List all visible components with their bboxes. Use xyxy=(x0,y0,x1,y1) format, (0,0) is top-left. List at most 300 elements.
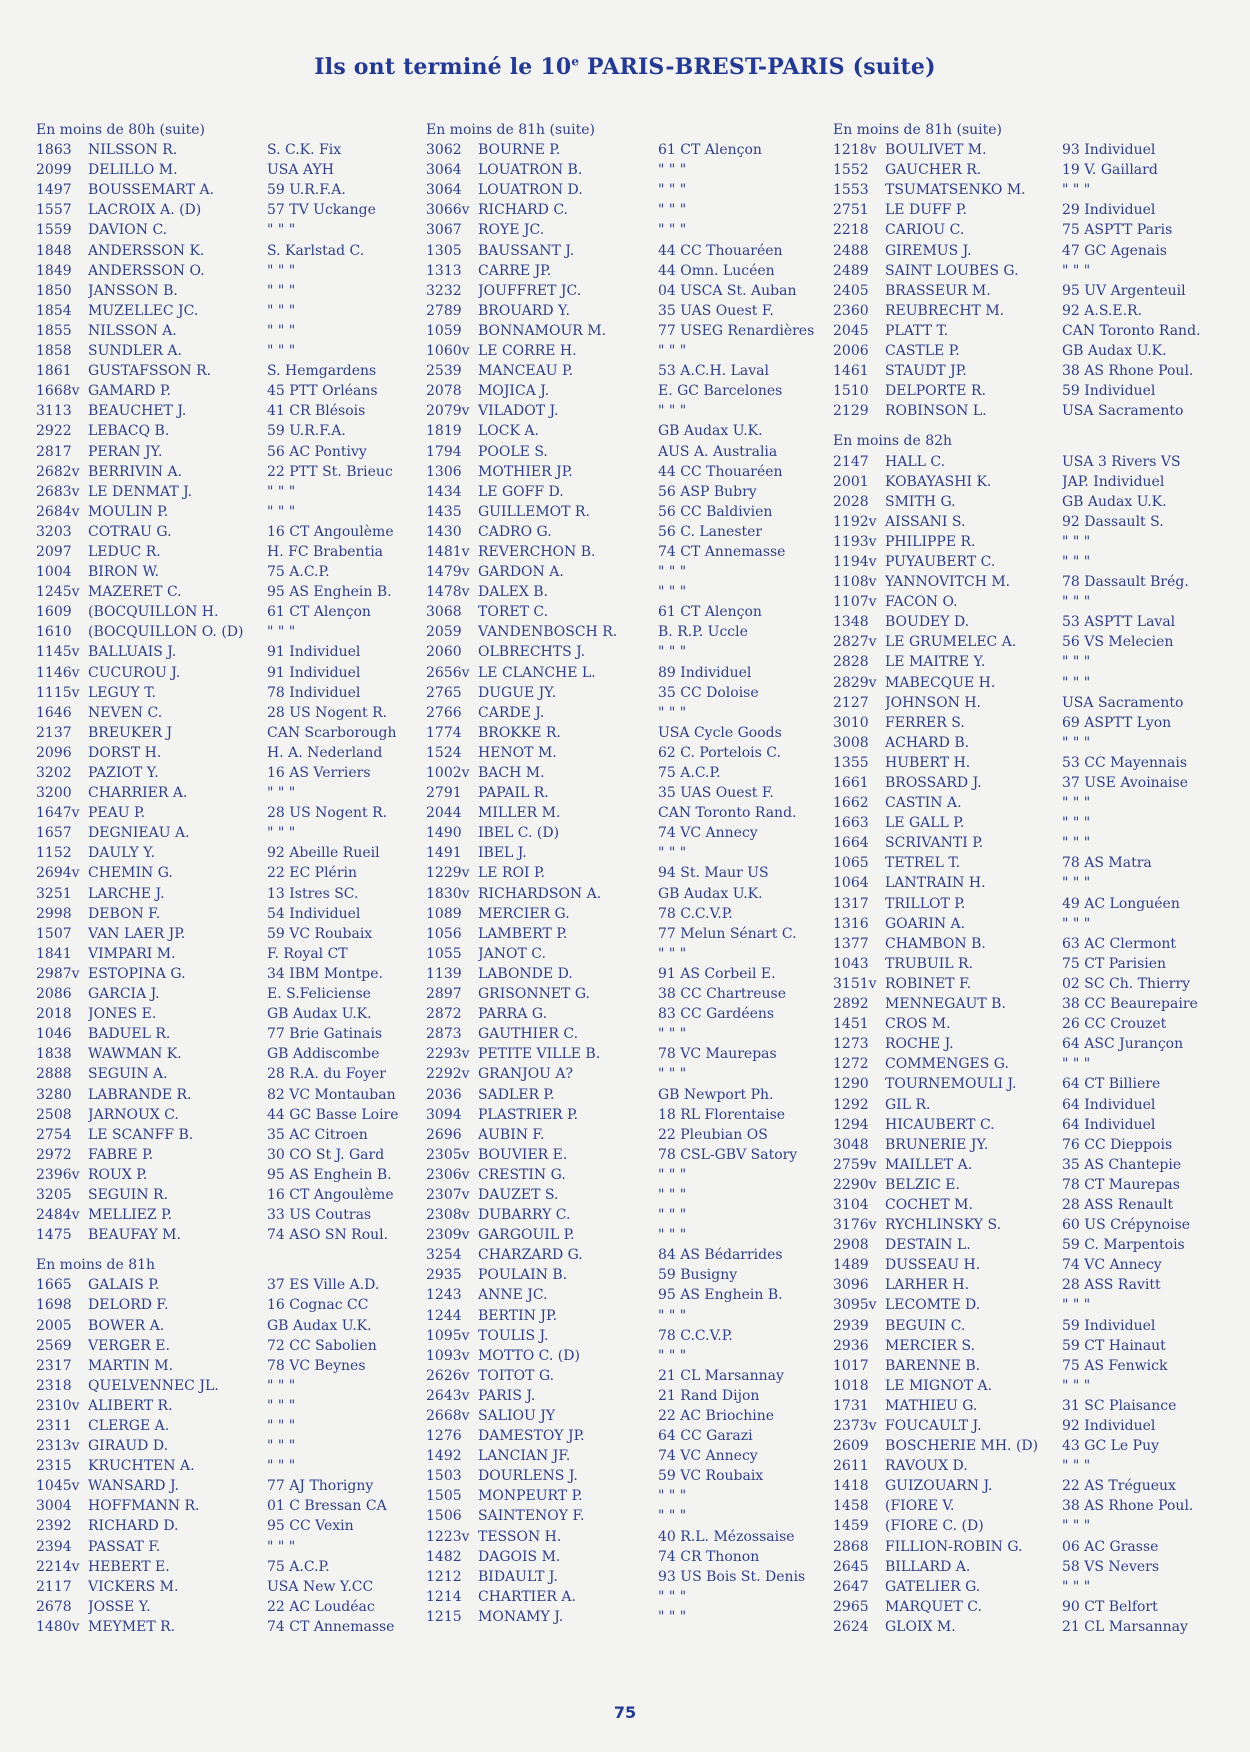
result-row xyxy=(426,783,836,803)
result-row xyxy=(36,522,417,542)
rider-name: LE ROI P. xyxy=(478,865,545,882)
result-row xyxy=(426,984,836,1004)
result-row xyxy=(426,1567,836,1587)
club-name: " " " xyxy=(658,945,687,962)
rider-name: MOTTO C. (D) xyxy=(478,1347,580,1364)
club-name: 74 VC Annecy xyxy=(1062,1257,1162,1274)
result-row xyxy=(426,1044,836,1064)
result-row xyxy=(833,1095,1227,1115)
bib-number: 2309v xyxy=(426,1227,470,1244)
bib-number: 2360 xyxy=(833,302,869,319)
club-name: " " " xyxy=(1062,553,1091,570)
result-row xyxy=(426,401,836,421)
result-row xyxy=(426,1486,836,1506)
bib-number: 1557 xyxy=(36,202,72,219)
club-name: 78 CSL-GBV Satory xyxy=(658,1146,798,1163)
rider-name: STAUDT JP. xyxy=(885,363,967,380)
rider-name: MILLER M. xyxy=(478,805,561,822)
result-row xyxy=(426,1145,836,1165)
rider-name: HENOT M. xyxy=(478,744,557,761)
rider-name: LE MIGNOT A. xyxy=(885,1377,993,1394)
club-name: 47 GC Agenais xyxy=(1062,242,1167,259)
bib-number: 1665 xyxy=(36,1277,72,1294)
bib-number: 2643v xyxy=(426,1387,470,1404)
club-name: 19 V. Gaillard xyxy=(1062,162,1158,179)
result-row xyxy=(833,894,1227,914)
bib-number: 2694v xyxy=(36,865,80,882)
club-name: 35 UAS Ouest F. xyxy=(658,302,774,319)
bib-number: 2099 xyxy=(36,162,72,179)
result-row xyxy=(833,1295,1227,1315)
rider-name: DELILLO M. xyxy=(88,162,178,179)
bib-number: 2569 xyxy=(36,1337,72,1354)
result-row xyxy=(426,1024,836,1044)
result-row xyxy=(426,1547,836,1567)
bib-number: 3095v xyxy=(833,1297,877,1314)
result-row xyxy=(833,693,1227,713)
rider-name: JOSSE Y. xyxy=(88,1598,151,1615)
result-row xyxy=(833,974,1227,994)
club-name: E. GC Barcelones xyxy=(658,383,783,400)
club-name: 49 AC Longuéen xyxy=(1062,895,1180,912)
bib-number: 2645 xyxy=(833,1558,869,1575)
result-row xyxy=(36,1356,417,1376)
rider-name: GRANJOU A? xyxy=(478,1066,574,1083)
club-name: 59 Individuel xyxy=(1062,1317,1156,1334)
result-row xyxy=(36,200,417,220)
rider-name: TRUBUIL R. xyxy=(885,955,974,972)
club-name: 74 CR Thonon xyxy=(658,1548,760,1565)
bib-number: 2305v xyxy=(426,1146,470,1163)
result-row xyxy=(36,1295,417,1315)
club-name: 44 CC Thouaréen xyxy=(658,463,783,480)
result-row xyxy=(833,1496,1227,1516)
rider-name: VICKERS M. xyxy=(88,1578,179,1595)
bib-number: 1317 xyxy=(833,895,869,912)
club-name: 16 CT Angoulème xyxy=(267,523,394,540)
rider-name: DORST H. xyxy=(88,744,162,761)
bib-number: 2872 xyxy=(426,1006,462,1023)
bib-number: 1313 xyxy=(426,262,462,279)
result-row xyxy=(426,462,836,482)
result-row xyxy=(36,1185,417,1205)
bib-number: 2765 xyxy=(426,684,462,701)
bib-number: 2036 xyxy=(426,1086,462,1103)
result-row xyxy=(36,180,417,200)
result-row xyxy=(426,301,836,321)
rider-name: SAINTENOY F. xyxy=(478,1508,585,1525)
club-name: S. Karlstad C. xyxy=(267,242,365,259)
rider-name: MAILLET A. xyxy=(885,1156,973,1173)
rider-name: DAVION C. xyxy=(88,222,168,239)
bib-number: 2668v xyxy=(426,1408,470,1424)
result-row xyxy=(426,1326,836,1346)
bib-number: 1794 xyxy=(426,443,462,460)
bib-number: 1348 xyxy=(833,614,869,631)
rider-name: MANCEAU P. xyxy=(478,363,574,380)
result-row xyxy=(426,220,836,240)
club-name: 43 GC Le Puy xyxy=(1062,1438,1159,1455)
bib-number: 1863 xyxy=(36,142,72,159)
club-name: 75 AS Fenwick xyxy=(1062,1357,1168,1374)
result-row xyxy=(833,994,1227,1014)
bib-number: 1194v xyxy=(833,553,877,570)
result-row xyxy=(36,582,417,602)
bib-number: 2684v xyxy=(36,503,80,520)
club-name: 59 VC Roubaix xyxy=(658,1468,764,1485)
result-row xyxy=(426,502,836,522)
bib-number: 2137 xyxy=(36,724,72,741)
club-name: 59 Busigny xyxy=(658,1267,738,1284)
rider-name: PERAN JY. xyxy=(88,443,163,460)
result-row xyxy=(36,1376,417,1396)
rider-name: MOJICA J. xyxy=(478,383,550,400)
club-name: 26 CC Crouzet xyxy=(1062,1016,1167,1033)
club-name: 93 US Bois St. Denis xyxy=(658,1568,806,1585)
result-row xyxy=(426,763,836,783)
result-row xyxy=(36,562,417,582)
result-row xyxy=(833,301,1227,321)
club-name: 16 CT Angoulème xyxy=(267,1186,394,1203)
bib-number: 1774 xyxy=(426,724,462,741)
club-name: " " " xyxy=(1062,835,1091,852)
club-name: 59 U.R.F.A. xyxy=(267,423,346,440)
result-row xyxy=(36,863,417,883)
result-row xyxy=(36,1336,417,1356)
club-name: 38 AS Rhone Poul. xyxy=(1062,363,1194,380)
club-name: 75 ASPTT Paris xyxy=(1062,222,1173,239)
result-row xyxy=(426,421,836,441)
rider-name: FOUCAULT J. xyxy=(885,1418,982,1434)
rider-name: WAWMAN K. xyxy=(88,1046,182,1063)
club-name: USA Sacramento xyxy=(1062,403,1184,420)
rider-name: ESTOPINA G. xyxy=(88,965,186,982)
club-name: " " " xyxy=(658,1508,687,1525)
result-row xyxy=(833,1557,1227,1577)
club-name: " " " xyxy=(267,282,296,299)
result-row xyxy=(36,421,417,441)
rider-name: HALL C. xyxy=(885,453,946,470)
club-name: 77 USEG Renardières xyxy=(658,322,815,339)
club-name: 84 AS Bédarrides xyxy=(658,1247,783,1264)
result-row xyxy=(426,1406,836,1426)
rider-name: DALEX B. xyxy=(478,584,549,601)
club-name: USA New Y.CC xyxy=(267,1578,374,1595)
club-name: 78 Dassault Brég. xyxy=(1062,574,1189,591)
club-name: 38 AS Rhone Poul. xyxy=(1062,1498,1194,1515)
bib-number: 2626v xyxy=(426,1367,470,1384)
result-row xyxy=(426,160,836,180)
result-row xyxy=(426,562,836,582)
rider-name: KRUCHTEN A. xyxy=(88,1458,195,1475)
result-row xyxy=(833,773,1227,793)
bib-number: 1418 xyxy=(833,1478,869,1495)
bib-number: 1243 xyxy=(426,1287,462,1304)
club-name: " " " xyxy=(658,704,687,721)
result-row xyxy=(833,1074,1227,1094)
club-name: 75 A.C.P. xyxy=(658,765,721,781)
bib-number: 2939 xyxy=(833,1317,869,1334)
club-name: 44 CC Thouaréen xyxy=(658,242,783,259)
result-row xyxy=(36,321,417,341)
bib-number: 1215 xyxy=(426,1608,462,1625)
rider-name: PLATT T. xyxy=(885,322,949,339)
club-name: 35 AC Citroen xyxy=(267,1126,368,1143)
club-name: " " " xyxy=(1062,594,1091,611)
bib-number: 2489 xyxy=(833,262,869,279)
club-name: S. C.K. Fix xyxy=(267,142,342,159)
bib-number: 1316 xyxy=(833,915,869,932)
club-name: 28 ASS Renault xyxy=(1062,1196,1174,1213)
bib-number: 3094 xyxy=(426,1106,462,1123)
result-row xyxy=(426,180,836,200)
bib-number: 1609 xyxy=(36,604,72,621)
club-name: " " " xyxy=(267,322,296,339)
club-name: 78 AS Matra xyxy=(1062,855,1152,872)
bib-number: 1552 xyxy=(833,162,869,179)
rider-name: POOLE S. xyxy=(478,443,548,460)
section-header: En moins de 81h xyxy=(36,1257,156,1274)
rider-name: SEGUIN A. xyxy=(88,1066,168,1083)
club-name: " " " xyxy=(1062,915,1091,932)
result-row xyxy=(36,642,417,662)
result-row xyxy=(426,743,836,763)
result-row xyxy=(833,632,1227,652)
result-row xyxy=(833,1516,1227,1536)
bib-number: 2147 xyxy=(833,453,869,470)
club-name: 64 Individuel xyxy=(1062,1116,1156,1133)
result-row xyxy=(833,1014,1227,1034)
rider-name: AUBIN F. xyxy=(478,1126,545,1143)
result-row xyxy=(833,713,1227,733)
bib-number: 2086 xyxy=(36,986,72,1003)
bib-number: 2908 xyxy=(833,1237,869,1254)
rider-name: GATELIER G. xyxy=(885,1578,981,1595)
rider-name: RICHARDSON A. xyxy=(478,885,602,902)
rider-name: DEGNIEAU A. xyxy=(88,825,190,842)
result-row xyxy=(36,1577,417,1597)
club-name: 53 CC Mayennais xyxy=(1062,754,1188,771)
bib-number: 2018 xyxy=(36,1006,72,1023)
result-row xyxy=(426,924,836,944)
rider-name: BIRON W. xyxy=(88,564,159,581)
rider-name: PETITE VILLE B. xyxy=(478,1046,601,1063)
result-row xyxy=(833,1195,1227,1215)
bib-number: 1095v xyxy=(426,1327,470,1344)
section-gap xyxy=(833,421,1227,431)
rider-name: FERRER S. xyxy=(885,714,965,731)
club-name: 92 Dassault S. xyxy=(1062,513,1164,530)
club-name: " " " xyxy=(267,1377,296,1394)
result-row xyxy=(833,1476,1227,1496)
club-name: 04 USCA St. Auban xyxy=(658,282,797,299)
rider-name: PARRA G. xyxy=(478,1006,548,1023)
result-row xyxy=(36,884,417,904)
rider-name: DAULY Y. xyxy=(88,845,156,862)
bib-number: 3232 xyxy=(426,282,462,299)
rider-name: BONNAMOUR M. xyxy=(478,322,607,339)
rider-name: VAN LAER JP. xyxy=(88,925,186,942)
rider-name: BROUARD Y. xyxy=(478,302,570,319)
rider-name: COCHET M. xyxy=(885,1196,973,1213)
rider-name: OLBRECHTS J. xyxy=(478,644,586,661)
result-row xyxy=(36,1275,417,1295)
rider-name: GIL R. xyxy=(885,1096,931,1113)
bib-number: 1377 xyxy=(833,935,869,952)
result-row xyxy=(426,843,836,863)
rider-name: SUNDLER A. xyxy=(88,343,182,360)
rider-name: GRISONNET G. xyxy=(478,986,590,1003)
club-name: " " " xyxy=(1062,1458,1091,1475)
club-name: 56 VS Melecien xyxy=(1062,634,1174,651)
bib-number: 3096 xyxy=(833,1277,869,1294)
club-name: 22 PTT St. Brieuc xyxy=(267,463,393,480)
club-name: " " " xyxy=(658,1588,687,1605)
club-name: F. Royal CT xyxy=(267,945,348,962)
bib-number: 2656v xyxy=(426,664,470,681)
rider-name: GARGOUIL P. xyxy=(478,1227,575,1244)
result-row xyxy=(833,1054,1227,1074)
result-row xyxy=(36,743,417,763)
club-name: 29 Individuel xyxy=(1062,202,1156,219)
club-name: 53 A.C.H. Laval xyxy=(658,363,769,380)
club-name: 56 C. Lanester xyxy=(658,523,763,540)
rider-name: MONPEURT P. xyxy=(478,1488,583,1505)
result-row xyxy=(833,1135,1227,1155)
result-row xyxy=(36,1617,417,1637)
rider-name: PLASTRIER P. xyxy=(478,1106,579,1123)
bib-number: 2127 xyxy=(833,694,869,711)
club-name: 40 R.L. Mézossaise xyxy=(658,1528,795,1545)
club-name: 64 CC Garazi xyxy=(658,1428,753,1445)
bib-number: 1661 xyxy=(833,775,869,791)
rider-name: REVERCHON B. xyxy=(478,543,596,560)
bib-number: 2117 xyxy=(36,1578,72,1595)
rider-name: DELORD F. xyxy=(88,1297,169,1314)
rider-name: ANDERSSON K. xyxy=(88,242,205,259)
result-row xyxy=(833,492,1227,512)
club-name: " " " xyxy=(658,343,687,360)
rider-name: PASSAT F. xyxy=(88,1538,161,1555)
bib-number: 2313v xyxy=(36,1438,80,1455)
club-name: 75 A.C.P. xyxy=(267,564,330,581)
result-row xyxy=(36,803,417,823)
rider-name: LARHER H. xyxy=(885,1277,970,1294)
rider-name: SALIOU JY xyxy=(478,1408,556,1424)
club-name: 59 U.R.F.A. xyxy=(267,182,346,199)
rider-name: BARENNE B. xyxy=(885,1357,981,1374)
club-name: 64 ASC Jurançon xyxy=(1062,1036,1184,1053)
rider-name: BACH M. xyxy=(478,765,545,781)
club-name: " " " xyxy=(1062,654,1091,671)
rider-name: BOWER A. xyxy=(88,1317,165,1334)
club-name: 21 CL Marsannay xyxy=(658,1367,784,1384)
club-name: 41 CR Blésois xyxy=(267,403,366,420)
rider-name: BRUNERIE JY. xyxy=(885,1136,989,1153)
bib-number: 2868 xyxy=(833,1538,869,1555)
club-name: 74 ASO SN Roul. xyxy=(267,1227,389,1244)
club-name: GB Addiscombe xyxy=(267,1046,380,1063)
bib-number: 1506 xyxy=(426,1508,462,1525)
bib-number: 2611 xyxy=(833,1458,869,1475)
club-name: 78 C.C.V.P. xyxy=(658,1327,733,1344)
club-name: " " " xyxy=(267,785,296,802)
result-row xyxy=(833,261,1227,281)
bib-number: 1276 xyxy=(426,1428,462,1445)
bib-number: 2936 xyxy=(833,1337,869,1354)
bib-number: 1018 xyxy=(833,1377,869,1394)
bib-number: 2006 xyxy=(833,343,869,360)
bib-number: 1305 xyxy=(426,242,462,259)
rider-name: GOARIN A. xyxy=(885,915,966,932)
result-row xyxy=(833,1115,1227,1135)
rider-name: DUBARRY C. xyxy=(478,1207,571,1224)
club-name: " " " xyxy=(658,202,687,219)
bib-number: 1475 xyxy=(36,1227,72,1244)
club-name: " " " xyxy=(658,1166,687,1183)
club-name: 93 Individuel xyxy=(1062,142,1156,159)
bib-number: 2696 xyxy=(426,1126,462,1143)
rider-name: HUBERT H. xyxy=(885,754,971,771)
result-row xyxy=(36,763,417,783)
rider-name: BOUDEY D. xyxy=(885,614,970,631)
result-row xyxy=(426,723,836,743)
result-row xyxy=(426,1125,836,1145)
rider-name: (FIORE V. xyxy=(885,1498,955,1515)
rider-name: BREUKER J xyxy=(88,724,173,741)
result-row xyxy=(833,793,1227,813)
club-name: 34 IBM Montpe. xyxy=(267,965,383,982)
bib-number: 3202 xyxy=(36,765,72,781)
club-name: " " " xyxy=(267,262,296,279)
section-header: En moins de 80h (suite) xyxy=(36,122,206,138)
club-name: " " " xyxy=(267,343,296,360)
rider-name: BOSCHERIE MH. (D) xyxy=(885,1438,1039,1455)
bib-number: 2488 xyxy=(833,242,869,259)
rider-name: CARRE JP. xyxy=(478,262,552,279)
bib-number: 1145v xyxy=(36,644,80,661)
bib-number: 3151v xyxy=(833,975,877,992)
club-name: " " " xyxy=(1062,182,1091,199)
bib-number: 2079v xyxy=(426,403,470,420)
club-name: 61 CT Alençon xyxy=(658,604,762,621)
result-row xyxy=(426,964,836,984)
club-name: GB Audax U.K. xyxy=(658,423,763,440)
club-name: 38 CC Chartreuse xyxy=(658,986,786,1003)
result-row xyxy=(426,602,836,622)
bib-number: 1559 xyxy=(36,222,72,239)
club-name: " " " xyxy=(658,1207,687,1224)
bib-number: 2218 xyxy=(833,222,869,239)
rider-name: PAZIOT Y. xyxy=(88,765,159,781)
result-row xyxy=(36,683,417,703)
bib-number: 3203 xyxy=(36,523,72,540)
rider-name: CASTIN A. xyxy=(885,795,962,812)
rider-name: GUIZOUARN J. xyxy=(885,1478,993,1495)
result-row xyxy=(833,652,1227,672)
rider-name: LE CLANCHE L. xyxy=(478,664,596,681)
result-row xyxy=(833,1436,1227,1456)
bib-number: 2678 xyxy=(36,1598,72,1615)
rider-name: SADLER P. xyxy=(478,1086,555,1103)
club-name: 72 CC Sabolien xyxy=(267,1337,377,1354)
rider-name: BERTIN JP. xyxy=(478,1307,558,1324)
bib-number: 1849 xyxy=(36,262,72,279)
bib-number: 2078 xyxy=(426,383,462,400)
rider-name: WANSARD J. xyxy=(88,1478,179,1495)
bib-number: 2396v xyxy=(36,1166,80,1183)
result-row xyxy=(833,1456,1227,1476)
